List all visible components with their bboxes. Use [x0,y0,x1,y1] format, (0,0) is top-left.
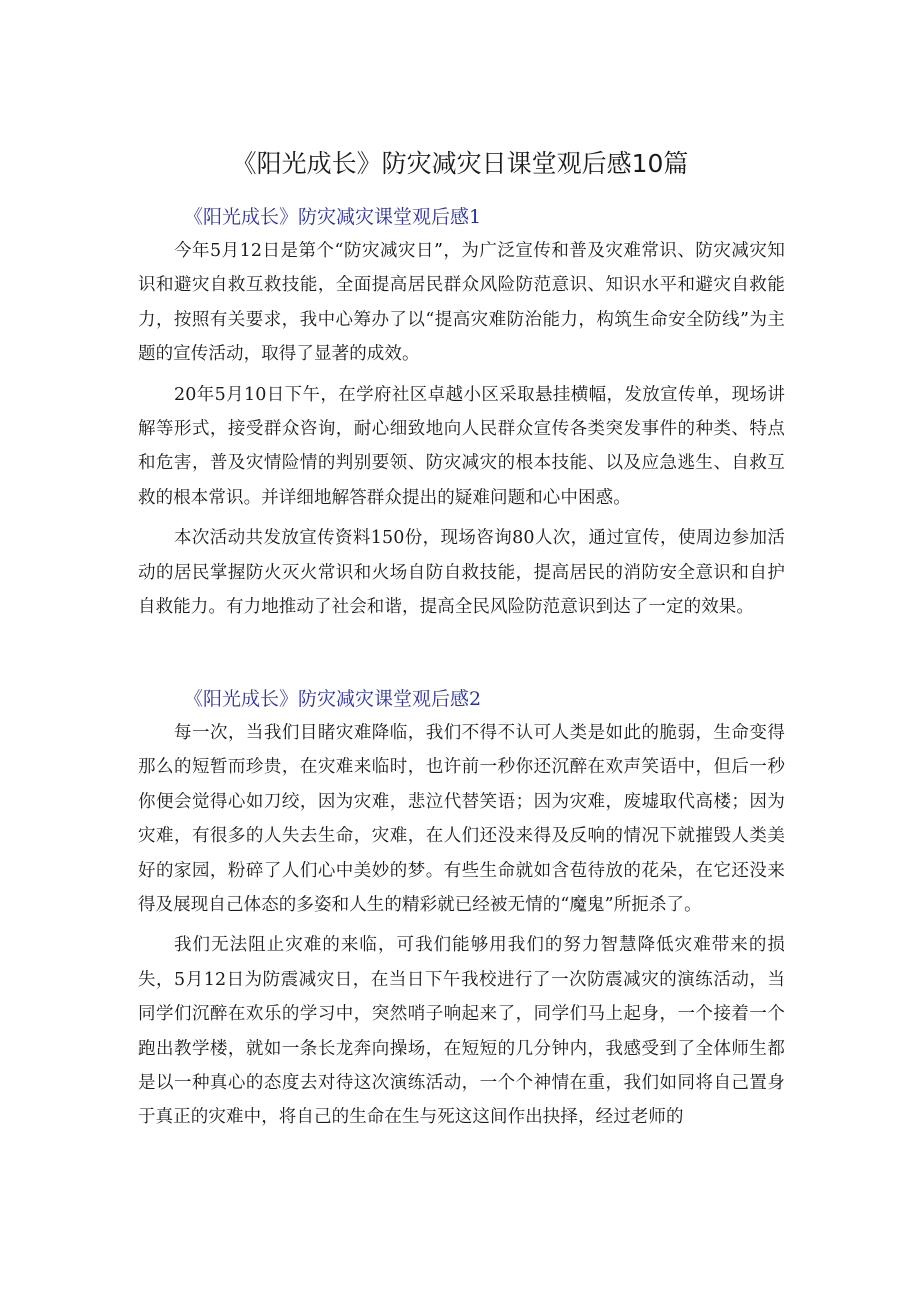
section-heading: 《阳光成长》防灾减灾课堂观后感2 [184,688,482,710]
paragraph: 我们无法阻止灾难的来临，可我们能够用我们的努力智慧降低灾难带来的损失，5月12日为防震减灾日，在当日下午我校进行了一次防震减灾的演练活动，当同学们沉醉在欢乐的学习中，突然哨子响起来了，同学们马上起身，一个接着一个跑出教学楼，就如一条长龙奔向操场，在短短的几分钟内，我感受到了全体师生都是以一种真心的态度去对待这次演练活动，一个个神情在重，我们如同将自己置身于真正的灾难中，将自己的生命在生与死这这间作出抉择，经过老师的 [138,935,785,1128]
paragraph: 每一次，当我们目睹灾难降临，我们不得不认可人类是如此的脆弱，生命变得那么的短暂而珍贵，在灾难来临时，也许前一秒你还沉醉在欢声笑语中，但后一秒你便会觉得心如刀绞，因为灾难，悲泣代替笑语；因为灾难，废墟取代高楼；因为灾难，有很多的人失去生命，灾难，在人们还没来得及反响的情况下就摧毁人类美好的家园，粉碎了人们心中美妙的梦。有些生命就如含苞待放的花朵，在它还没来得及展现自己体态的多姿和人生的精彩就已经被无情的“魔鬼”所扼杀了。 [138,723,785,916]
section-2 [138,684,785,1135]
paragraph: 今年5月12日是第个“防灾减灾日”，为广泛宣传和普及灾难常识、防灾减灾知识和避灾自救互救技能，全面提高居民群众风险防范意识、知识水平和避灾自救能力，按照有关要求，我中心筹办了以“提高灾难防治能力，构筑生命安全防线”为主题的宣传活动，取得了显著的成效。 [138,241,785,365]
section-1 [138,202,785,624]
section-heading: 《阳光成长》防灾减灾课堂观后感1 [184,206,482,228]
paragraph: 本次活动共发放宣传资料150份，现场咨询80人次，通过宣传，使周边参加活动的居民掌握防火灭火常识和火场自防自救技能，提高居民的消防安全意识和自护自救能力。有力地推动了社会和谐，提高全民风险防范意识到达了一定的效果。 [138,528,785,618]
paragraph: 20年5月10日下午，在学府社区卓越小区采取悬挂横幅，发放宣传单，现场讲解等形式，接受群众咨询，耐心细致地向人民群众宣传各类突发事件的种类、特点和危害，普及灾情险情的判别要领、防灾减灾的根本技能、以及应急逃生、自救互救的根本常识。并详细地解答群众提出的疑难问题和心中困惑。 [138,384,785,508]
document-title: 《阳光成长》防灾减灾日课堂观后感10篇 [231,149,689,178]
